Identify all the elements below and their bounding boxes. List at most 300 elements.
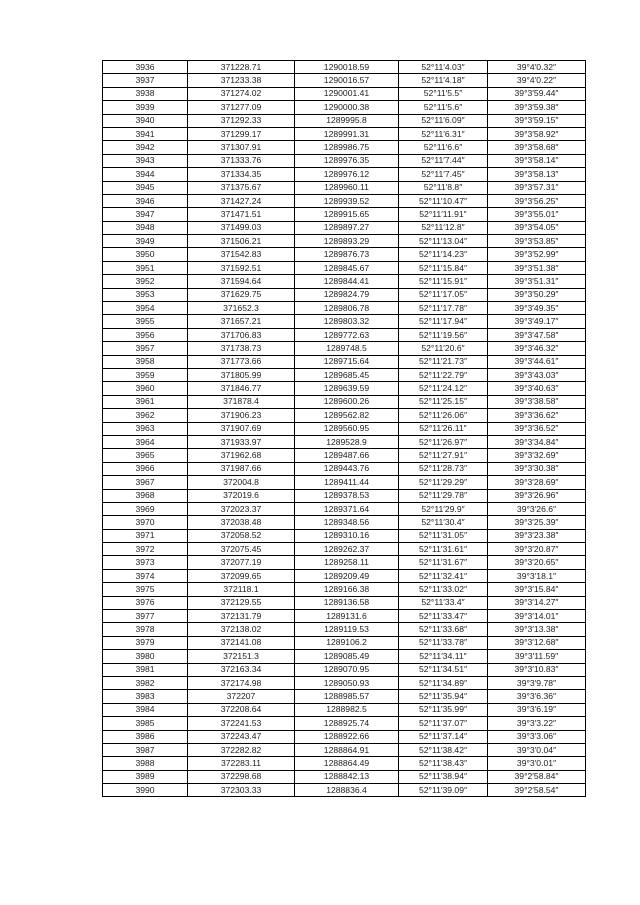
- y-coordinate-cell: 1289310.16: [295, 529, 399, 542]
- table-row: [103, 302, 586, 315]
- latitude-cell: 52°11′26.11″: [399, 422, 488, 435]
- point-number-cell: 3981: [103, 663, 188, 676]
- latitude-cell: 52°11′26.97″: [399, 435, 488, 448]
- latitude-cell: 52°11′14.23″: [399, 248, 488, 261]
- y-coordinate-cell: 1289995.8: [295, 114, 399, 127]
- table-row: [103, 690, 586, 703]
- x-coordinate-cell: 372207: [188, 690, 295, 703]
- longitude-cell: 39°3′36.52″: [488, 422, 586, 435]
- y-coordinate-cell: 1289715.64: [295, 355, 399, 368]
- table-row: [103, 168, 586, 181]
- x-coordinate-cell: 372163.34: [188, 663, 295, 676]
- y-coordinate-cell: 1289528.9: [295, 435, 399, 448]
- x-coordinate-cell: 371292.33: [188, 114, 295, 127]
- latitude-cell: 52°11′7.44″: [399, 154, 488, 167]
- point-number-cell: 3952: [103, 275, 188, 288]
- latitude-cell: 52°11′33.68″: [399, 623, 488, 636]
- longitude-cell: 39°3′49.35″: [488, 302, 586, 315]
- point-number-cell: 3947: [103, 208, 188, 221]
- table-row: [103, 650, 586, 663]
- x-coordinate-cell: 372075.45: [188, 543, 295, 556]
- y-coordinate-cell: 1289166.38: [295, 583, 399, 596]
- table-row: [103, 194, 586, 207]
- longitude-cell: 39°3′18.1″: [488, 569, 586, 582]
- table-row: [103, 368, 586, 381]
- latitude-cell: 52°11′22.79″: [399, 368, 488, 381]
- longitude-cell: 39°3′0.01″: [488, 757, 586, 770]
- longitude-cell: 39°3′40.63″: [488, 382, 586, 395]
- table-row: [103, 248, 586, 261]
- latitude-cell: 52°11′37.14″: [399, 730, 488, 743]
- x-coordinate-cell: 372023.37: [188, 502, 295, 515]
- latitude-cell: 52°11′29.78″: [399, 489, 488, 502]
- x-coordinate-cell: 372174.98: [188, 676, 295, 689]
- table-row: [103, 261, 586, 274]
- x-coordinate-cell: 372129.55: [188, 596, 295, 609]
- x-coordinate-cell: 372208.64: [188, 703, 295, 716]
- latitude-cell: 52°11′35.99″: [399, 703, 488, 716]
- latitude-cell: 52°11′33.78″: [399, 636, 488, 649]
- point-number-cell: 3973: [103, 556, 188, 569]
- longitude-cell: 39°3′54.05″: [488, 221, 586, 234]
- longitude-cell: 39°3′6.36″: [488, 690, 586, 703]
- table-row: [103, 623, 586, 636]
- longitude-cell: 39°3′34.84″: [488, 435, 586, 448]
- x-coordinate-cell: 371471.51: [188, 208, 295, 221]
- longitude-cell: 39°3′10.83″: [488, 663, 586, 676]
- x-coordinate-cell: 371277.09: [188, 101, 295, 114]
- latitude-cell: 52°11′30.4″: [399, 516, 488, 529]
- longitude-cell: 39°3′25.39″: [488, 516, 586, 529]
- y-coordinate-cell: 1289639.59: [295, 382, 399, 395]
- x-coordinate-cell: 372282.82: [188, 743, 295, 756]
- y-coordinate-cell: 1289262.37: [295, 543, 399, 556]
- table-row: [103, 422, 586, 435]
- y-coordinate-cell: 1289131.6: [295, 610, 399, 623]
- latitude-cell: 52°11′28.73″: [399, 462, 488, 475]
- x-coordinate-cell: 371773.66: [188, 355, 295, 368]
- longitude-cell: 39°3′49.17″: [488, 315, 586, 328]
- table-row: [103, 74, 586, 87]
- longitude-cell: 39°3′58.92″: [488, 127, 586, 140]
- x-coordinate-cell: 371629.75: [188, 288, 295, 301]
- x-coordinate-cell: 371542.83: [188, 248, 295, 261]
- longitude-cell: 39°3′23.38″: [488, 529, 586, 542]
- point-number-cell: 3971: [103, 529, 188, 542]
- x-coordinate-cell: 371962.68: [188, 449, 295, 462]
- x-coordinate-cell: 372141.08: [188, 636, 295, 649]
- x-coordinate-cell: 371933.97: [188, 435, 295, 448]
- y-coordinate-cell: 1289991.31: [295, 127, 399, 140]
- point-number-cell: 3982: [103, 676, 188, 689]
- y-coordinate-cell: 1289986.75: [295, 141, 399, 154]
- table-row: [103, 235, 586, 248]
- x-coordinate-cell: 371427.24: [188, 194, 295, 207]
- latitude-cell: 52°11′13.04″: [399, 235, 488, 248]
- longitude-cell: 39°3′57.31″: [488, 181, 586, 194]
- table-row: [103, 489, 586, 502]
- y-coordinate-cell: 1289209.49: [295, 569, 399, 582]
- point-number-cell: 3972: [103, 543, 188, 556]
- y-coordinate-cell: 1289915.65: [295, 208, 399, 221]
- point-number-cell: 3975: [103, 583, 188, 596]
- table-row: [103, 127, 586, 140]
- table-row: [103, 208, 586, 221]
- x-coordinate-cell: 372004.8: [188, 476, 295, 489]
- y-coordinate-cell: 1289600.26: [295, 395, 399, 408]
- latitude-cell: 52°11′33.47″: [399, 610, 488, 623]
- y-coordinate-cell: 1288836.4: [295, 784, 399, 797]
- point-number-cell: 3987: [103, 743, 188, 756]
- longitude-cell: 39°3′50.29″: [488, 288, 586, 301]
- table-row: [103, 610, 586, 623]
- y-coordinate-cell: 1289136.58: [295, 596, 399, 609]
- y-coordinate-cell: 1288864.49: [295, 757, 399, 770]
- latitude-cell: 52°11′5.5″: [399, 87, 488, 100]
- point-number-cell: 3986: [103, 730, 188, 743]
- point-number-cell: 3965: [103, 449, 188, 462]
- y-coordinate-cell: 1289258.11: [295, 556, 399, 569]
- point-number-cell: 3958: [103, 355, 188, 368]
- point-number-cell: 3989: [103, 770, 188, 783]
- latitude-cell: 52°11′8.8″: [399, 181, 488, 194]
- table-row: [103, 703, 586, 716]
- x-coordinate-cell: 371333.76: [188, 154, 295, 167]
- y-coordinate-cell: 1289806.78: [295, 302, 399, 315]
- latitude-cell: 52°11′26.06″: [399, 409, 488, 422]
- x-coordinate-cell: 372077.19: [188, 556, 295, 569]
- longitude-cell: 39°4′0.22″: [488, 74, 586, 87]
- point-number-cell: 3969: [103, 502, 188, 515]
- x-coordinate-cell: 371274.02: [188, 87, 295, 100]
- point-number-cell: 3966: [103, 462, 188, 475]
- latitude-cell: 52°11′4.18″: [399, 74, 488, 87]
- longitude-cell: 39°3′36.62″: [488, 409, 586, 422]
- point-number-cell: 3941: [103, 127, 188, 140]
- y-coordinate-cell: 1289119.53: [295, 623, 399, 636]
- latitude-cell: 52°11′10.47″: [399, 194, 488, 207]
- latitude-cell: 52°11′7.45″: [399, 168, 488, 181]
- longitude-cell: 39°3′3.22″: [488, 717, 586, 730]
- table-row: [103, 529, 586, 542]
- point-number-cell: 3950: [103, 248, 188, 261]
- point-number-cell: 3977: [103, 610, 188, 623]
- table-row: [103, 154, 586, 167]
- longitude-cell: 39°3′43.03″: [488, 368, 586, 381]
- x-coordinate-cell: 371706.83: [188, 328, 295, 341]
- table-row: [103, 114, 586, 127]
- table-row: [103, 636, 586, 649]
- longitude-cell: 39°3′20.87″: [488, 543, 586, 556]
- longitude-cell: 39°3′15.84″: [488, 583, 586, 596]
- latitude-cell: 52°11′25.15″: [399, 395, 488, 408]
- point-number-cell: 3948: [103, 221, 188, 234]
- table-row: [103, 743, 586, 756]
- latitude-cell: 52°11′32.41″: [399, 569, 488, 582]
- y-coordinate-cell: 1289803.32: [295, 315, 399, 328]
- longitude-cell: 39°3′6.19″: [488, 703, 586, 716]
- y-coordinate-cell: 1289772.63: [295, 328, 399, 341]
- point-number-cell: 3945: [103, 181, 188, 194]
- table-row: [103, 328, 586, 341]
- latitude-cell: 52°11′17.78″: [399, 302, 488, 315]
- point-number-cell: 3942: [103, 141, 188, 154]
- latitude-cell: 52°11′37.07″: [399, 717, 488, 730]
- table-row: [103, 141, 586, 154]
- x-coordinate-cell: 372283.11: [188, 757, 295, 770]
- point-number-cell: 3953: [103, 288, 188, 301]
- longitude-cell: 39°3′44.61″: [488, 355, 586, 368]
- longitude-cell: 39°3′51.31″: [488, 275, 586, 288]
- y-coordinate-cell: 1289960.11: [295, 181, 399, 194]
- y-coordinate-cell: 1289685.45: [295, 368, 399, 381]
- table-row: [103, 757, 586, 770]
- y-coordinate-cell: 1289371.64: [295, 502, 399, 515]
- y-coordinate-cell: 1289876.73: [295, 248, 399, 261]
- point-number-cell: 3984: [103, 703, 188, 716]
- latitude-cell: 52°11′17.05″: [399, 288, 488, 301]
- longitude-cell: 39°3′59.44″: [488, 87, 586, 100]
- table-row: [103, 663, 586, 676]
- latitude-cell: 52°11′20.6″: [399, 342, 488, 355]
- latitude-cell: 52°11′38.43″: [399, 757, 488, 770]
- point-number-cell: 3943: [103, 154, 188, 167]
- point-number-cell: 3954: [103, 302, 188, 315]
- y-coordinate-cell: 1288922.66: [295, 730, 399, 743]
- y-coordinate-cell: 1288985.57: [295, 690, 399, 703]
- table-row: [103, 435, 586, 448]
- latitude-cell: 52°11′34.11″: [399, 650, 488, 663]
- x-coordinate-cell: 372019.6: [188, 489, 295, 502]
- longitude-cell: 39°3′58.13″: [488, 168, 586, 181]
- point-number-cell: 3962: [103, 409, 188, 422]
- latitude-cell: 52°11′4.03″: [399, 61, 488, 74]
- table-row: [103, 476, 586, 489]
- y-coordinate-cell: 1289562.82: [295, 409, 399, 422]
- y-coordinate-cell: 1290000.38: [295, 101, 399, 114]
- x-coordinate-cell: 371657.21: [188, 315, 295, 328]
- point-number-cell: 3980: [103, 650, 188, 663]
- longitude-cell: 39°4′0.32″: [488, 61, 586, 74]
- point-number-cell: 3988: [103, 757, 188, 770]
- y-coordinate-cell: 1289050.93: [295, 676, 399, 689]
- point-number-cell: 3963: [103, 422, 188, 435]
- longitude-cell: 39°3′26.6″: [488, 502, 586, 515]
- y-coordinate-cell: 1289443.76: [295, 462, 399, 475]
- y-coordinate-cell: 1289976.12: [295, 168, 399, 181]
- x-coordinate-cell: 371738.73: [188, 342, 295, 355]
- latitude-cell: 52°11′6.09″: [399, 114, 488, 127]
- x-coordinate-cell: 371506.21: [188, 235, 295, 248]
- x-coordinate-cell: 371233.38: [188, 74, 295, 87]
- longitude-cell: 39°3′52.99″: [488, 248, 586, 261]
- latitude-cell: 52°11′15.91″: [399, 275, 488, 288]
- longitude-cell: 39°3′55.01″: [488, 208, 586, 221]
- table-row: [103, 770, 586, 783]
- table-row: [103, 717, 586, 730]
- y-coordinate-cell: 1289939.52: [295, 194, 399, 207]
- y-coordinate-cell: 1288982.5: [295, 703, 399, 716]
- longitude-cell: 39°3′58.68″: [488, 141, 586, 154]
- point-number-cell: 3959: [103, 368, 188, 381]
- latitude-cell: 52°11′11.91″: [399, 208, 488, 221]
- y-coordinate-cell: 1289845.67: [295, 261, 399, 274]
- point-number-cell: 3979: [103, 636, 188, 649]
- x-coordinate-cell: 371906.23: [188, 409, 295, 422]
- x-coordinate-cell: 371334.35: [188, 168, 295, 181]
- y-coordinate-cell: 1288864.91: [295, 743, 399, 756]
- latitude-cell: 52°11′31.61″: [399, 543, 488, 556]
- y-coordinate-cell: 1290016.57: [295, 74, 399, 87]
- table-row: [103, 409, 586, 422]
- latitude-cell: 52°11′15.84″: [399, 261, 488, 274]
- table-row: [103, 87, 586, 100]
- point-number-cell: 3936: [103, 61, 188, 74]
- table-row: [103, 596, 586, 609]
- y-coordinate-cell: 1289085.49: [295, 650, 399, 663]
- table-row: [103, 730, 586, 743]
- y-coordinate-cell: 1289824.79: [295, 288, 399, 301]
- table-row: [103, 342, 586, 355]
- table-row: [103, 382, 586, 395]
- point-number-cell: 3974: [103, 569, 188, 582]
- x-coordinate-cell: 372138.02: [188, 623, 295, 636]
- longitude-cell: 39°3′13.38″: [488, 623, 586, 636]
- point-number-cell: 3970: [103, 516, 188, 529]
- table-row: [103, 462, 586, 475]
- table-row: [103, 101, 586, 114]
- y-coordinate-cell: 1289378.53: [295, 489, 399, 502]
- latitude-cell: 52°11′34.89″: [399, 676, 488, 689]
- longitude-cell: 39°3′0.04″: [488, 743, 586, 756]
- longitude-cell: 39°3′58.14″: [488, 154, 586, 167]
- longitude-cell: 39°3′30.38″: [488, 462, 586, 475]
- point-number-cell: 3946: [103, 194, 188, 207]
- x-coordinate-cell: 372118.1: [188, 583, 295, 596]
- point-number-cell: 3978: [103, 623, 188, 636]
- point-number-cell: 3976: [103, 596, 188, 609]
- longitude-cell: 39°2′58.84″: [488, 770, 586, 783]
- y-coordinate-cell: 1289560.95: [295, 422, 399, 435]
- y-coordinate-cell: 1289976.35: [295, 154, 399, 167]
- latitude-cell: 52°11′27.91″: [399, 449, 488, 462]
- longitude-cell: 39°3′26.96″: [488, 489, 586, 502]
- x-coordinate-cell: 371499.03: [188, 221, 295, 234]
- latitude-cell: 52°11′33.4″: [399, 596, 488, 609]
- point-number-cell: 3957: [103, 342, 188, 355]
- longitude-cell: 39°3′53.85″: [488, 235, 586, 248]
- coordinates-table: [102, 60, 586, 797]
- point-number-cell: 3968: [103, 489, 188, 502]
- x-coordinate-cell: 371987.66: [188, 462, 295, 475]
- x-coordinate-cell: 372058.52: [188, 529, 295, 542]
- point-number-cell: 3964: [103, 435, 188, 448]
- x-coordinate-cell: 372298.68: [188, 770, 295, 783]
- point-number-cell: 3967: [103, 476, 188, 489]
- point-number-cell: 3937: [103, 74, 188, 87]
- y-coordinate-cell: 1289411.44: [295, 476, 399, 489]
- x-coordinate-cell: 371375.67: [188, 181, 295, 194]
- x-coordinate-cell: 372151.3: [188, 650, 295, 663]
- longitude-cell: 39°3′3.06″: [488, 730, 586, 743]
- longitude-cell: 39°3′12.68″: [488, 636, 586, 649]
- point-number-cell: 3955: [103, 315, 188, 328]
- x-coordinate-cell: 372038.48: [188, 516, 295, 529]
- y-coordinate-cell: 1289487.66: [295, 449, 399, 462]
- y-coordinate-cell: 1289893.29: [295, 235, 399, 248]
- point-number-cell: 3985: [103, 717, 188, 730]
- table-row: [103, 569, 586, 582]
- longitude-cell: 39°3′14.01″: [488, 610, 586, 623]
- x-coordinate-cell: 371307.91: [188, 141, 295, 154]
- point-number-cell: 3951: [103, 261, 188, 274]
- latitude-cell: 52°11′29.29″: [399, 476, 488, 489]
- point-number-cell: 3990: [103, 784, 188, 797]
- latitude-cell: 52°11′39.09″: [399, 784, 488, 797]
- latitude-cell: 52°11′31.05″: [399, 529, 488, 542]
- x-coordinate-cell: 371878.4: [188, 395, 295, 408]
- y-coordinate-cell: 1290018.59: [295, 61, 399, 74]
- x-coordinate-cell: 372099.65: [188, 569, 295, 582]
- point-number-cell: 3944: [103, 168, 188, 181]
- latitude-cell: 52°11′33.02″: [399, 583, 488, 596]
- point-number-cell: 3956: [103, 328, 188, 341]
- x-coordinate-cell: 371805.99: [188, 368, 295, 381]
- y-coordinate-cell: 1289348.56: [295, 516, 399, 529]
- point-number-cell: 3939: [103, 101, 188, 114]
- latitude-cell: 52°11′5.6″: [399, 101, 488, 114]
- longitude-cell: 39°3′28.69″: [488, 476, 586, 489]
- x-coordinate-cell: 372243.47: [188, 730, 295, 743]
- x-coordinate-cell: 371907.69: [188, 422, 295, 435]
- point-number-cell: 3949: [103, 235, 188, 248]
- x-coordinate-cell: 372241.53: [188, 717, 295, 730]
- table-row: [103, 516, 586, 529]
- table-row: [103, 275, 586, 288]
- table-row: [103, 181, 586, 194]
- point-number-cell: 3960: [103, 382, 188, 395]
- table-row: [103, 315, 586, 328]
- latitude-cell: 52°11′38.94″: [399, 770, 488, 783]
- coordinates-table-body: [103, 61, 586, 797]
- x-coordinate-cell: 371846.77: [188, 382, 295, 395]
- longitude-cell: 39°3′32.69″: [488, 449, 586, 462]
- table-row: [103, 395, 586, 408]
- latitude-cell: 52°11′31.67″: [399, 556, 488, 569]
- longitude-cell: 39°3′46.32″: [488, 342, 586, 355]
- longitude-cell: 39°3′59.38″: [488, 101, 586, 114]
- longitude-cell: 39°3′59.15″: [488, 114, 586, 127]
- table-row: [103, 449, 586, 462]
- x-coordinate-cell: 371592.51: [188, 261, 295, 274]
- longitude-cell: 39°3′38.58″: [488, 395, 586, 408]
- longitude-cell: 39°3′9.78″: [488, 676, 586, 689]
- longitude-cell: 39°2′58.54″: [488, 784, 586, 797]
- longitude-cell: 39°3′11.59″: [488, 650, 586, 663]
- table-row: [103, 543, 586, 556]
- latitude-cell: 52°11′6.6″: [399, 141, 488, 154]
- y-coordinate-cell: 1288925.74: [295, 717, 399, 730]
- longitude-cell: 39°3′56.25″: [488, 194, 586, 207]
- x-coordinate-cell: 371299.17: [188, 127, 295, 140]
- latitude-cell: 52°11′12.8″: [399, 221, 488, 234]
- table-row: [103, 784, 586, 797]
- table-row: [103, 355, 586, 368]
- point-number-cell: 3983: [103, 690, 188, 703]
- latitude-cell: 52°11′6.31″: [399, 127, 488, 140]
- x-coordinate-cell: 372131.79: [188, 610, 295, 623]
- latitude-cell: 52°11′34.51″: [399, 663, 488, 676]
